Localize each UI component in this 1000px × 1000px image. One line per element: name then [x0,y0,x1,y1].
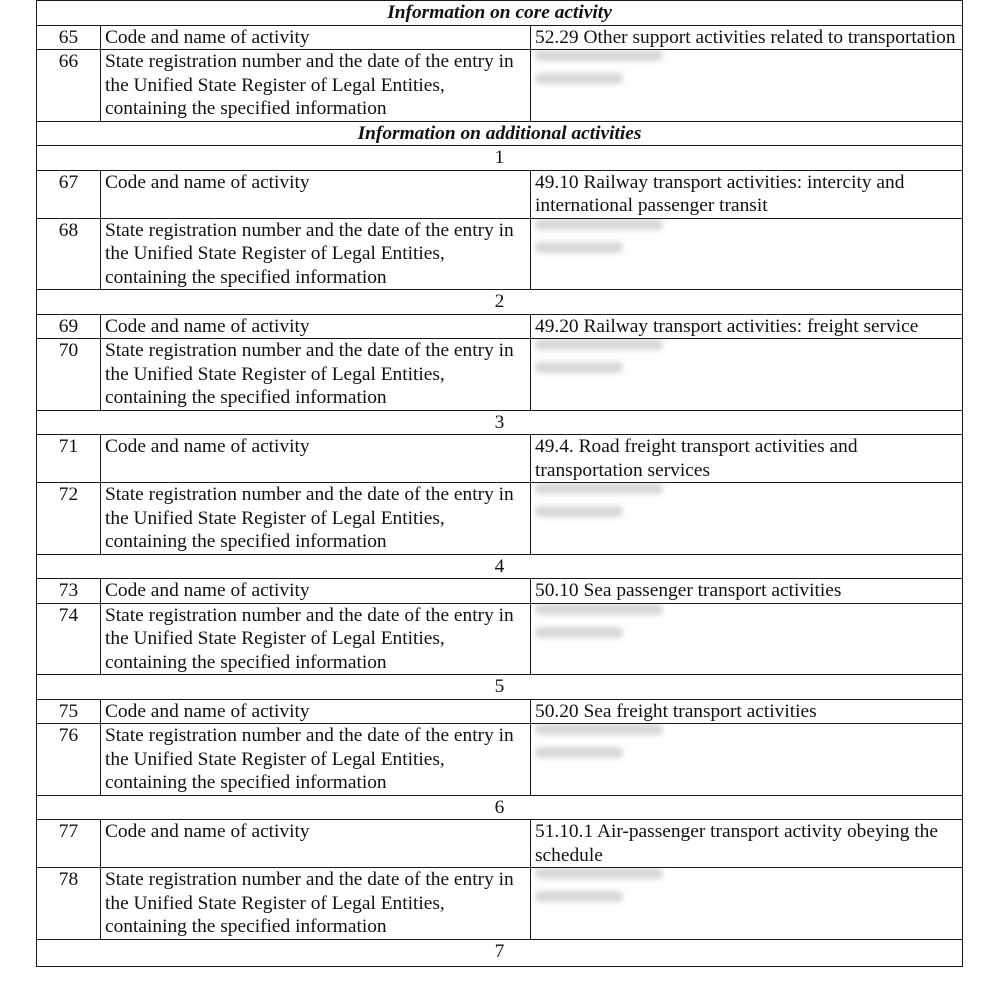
section-header-row [37,121,963,146]
group-row [37,146,963,171]
redacted-value [531,868,963,940]
activity-value: 50.20 Sea freight transport activities [531,699,963,724]
row-number: 69 [37,314,101,339]
activity-value: 50.10 Sea passenger transport activities [531,579,963,604]
group-row [37,554,963,579]
activity-value: 49.10 Railway transport activities: intercity and international passenger transit [531,170,963,218]
table-row [37,868,963,940]
group-row [37,795,963,820]
table-row [37,218,963,290]
table-row [37,724,963,796]
activity-value: 52.29 Other support activities related to transportation [531,25,963,50]
group-number: 1 [37,146,963,171]
redacted-value [531,603,963,675]
row-number: 75 [37,699,101,724]
table-row [37,699,963,724]
group-row [37,939,963,966]
row-number: 67 [37,170,101,218]
group-number: 4 [37,554,963,579]
table-row [37,579,963,604]
redacted-value [531,724,963,796]
row-label: State registration number and the date of the entry in the Unified State Register of Legal Entities, containing the specified information [101,868,531,940]
activity-value: 49.4. Road freight transport activities and transportation services [531,435,963,483]
group-row [37,290,963,315]
row-number: 78 [37,868,101,940]
section-header-row [37,1,963,26]
row-number: 74 [37,603,101,675]
row-label: Code and name of activity [101,699,531,724]
activity-register-table [36,0,963,967]
row-label: Code and name of activity [101,25,531,50]
row-label: Code and name of activity [101,820,531,868]
row-label: Code and name of activity [101,170,531,218]
group-number: 3 [37,410,963,435]
activity-value: 51.10.1 Air-passenger transport activity obeying the schedule [531,820,963,868]
row-label: Code and name of activity [101,579,531,604]
redacted-value [531,483,963,555]
group-row [37,410,963,435]
row-number: 73 [37,579,101,604]
row-number: 76 [37,724,101,796]
table-row [37,435,963,483]
redacted-value [531,218,963,290]
redacted-value [531,339,963,411]
row-label: State registration number and the date of the entry in the Unified State Register of Legal Entities, containing the specified information [101,218,531,290]
table-row [37,820,963,868]
group-number: 2 [37,290,963,315]
activity-value: 49.20 Railway transport activities: freight service [531,314,963,339]
row-number: 70 [37,339,101,411]
row-number: 66 [37,50,101,122]
table-row [37,339,963,411]
table-row [37,25,963,50]
row-label: State registration number and the date of the entry in the Unified State Register of Legal Entities, containing the specified information [101,50,531,122]
group-number: 6 [37,795,963,820]
table-row [37,170,963,218]
row-label: Code and name of activity [101,435,531,483]
row-label: State registration number and the date of the entry in the Unified State Register of Legal Entities, containing the specified information [101,339,531,411]
additional-activities-header: Information on additional activities [37,121,963,146]
group-number: 5 [37,675,963,700]
row-label: State registration number and the date of the entry in the Unified State Register of Legal Entities, containing the specified information [101,724,531,796]
row-number: 77 [37,820,101,868]
table-row [37,483,963,555]
row-label: State registration number and the date of the entry in the Unified State Register of Legal Entities, containing the specified information [101,483,531,555]
row-number: 68 [37,218,101,290]
row-number: 71 [37,435,101,483]
core-activity-header: Information on core activity [37,1,963,26]
row-number: 72 [37,483,101,555]
row-label: State registration number and the date of the entry in the Unified State Register of Legal Entities, containing the specified information [101,603,531,675]
redacted-value [531,50,963,122]
row-number: 65 [37,25,101,50]
table-row [37,50,963,122]
group-number: 7 [37,939,963,966]
table-row [37,603,963,675]
group-row [37,675,963,700]
row-label: Code and name of activity [101,314,531,339]
table-row [37,314,963,339]
